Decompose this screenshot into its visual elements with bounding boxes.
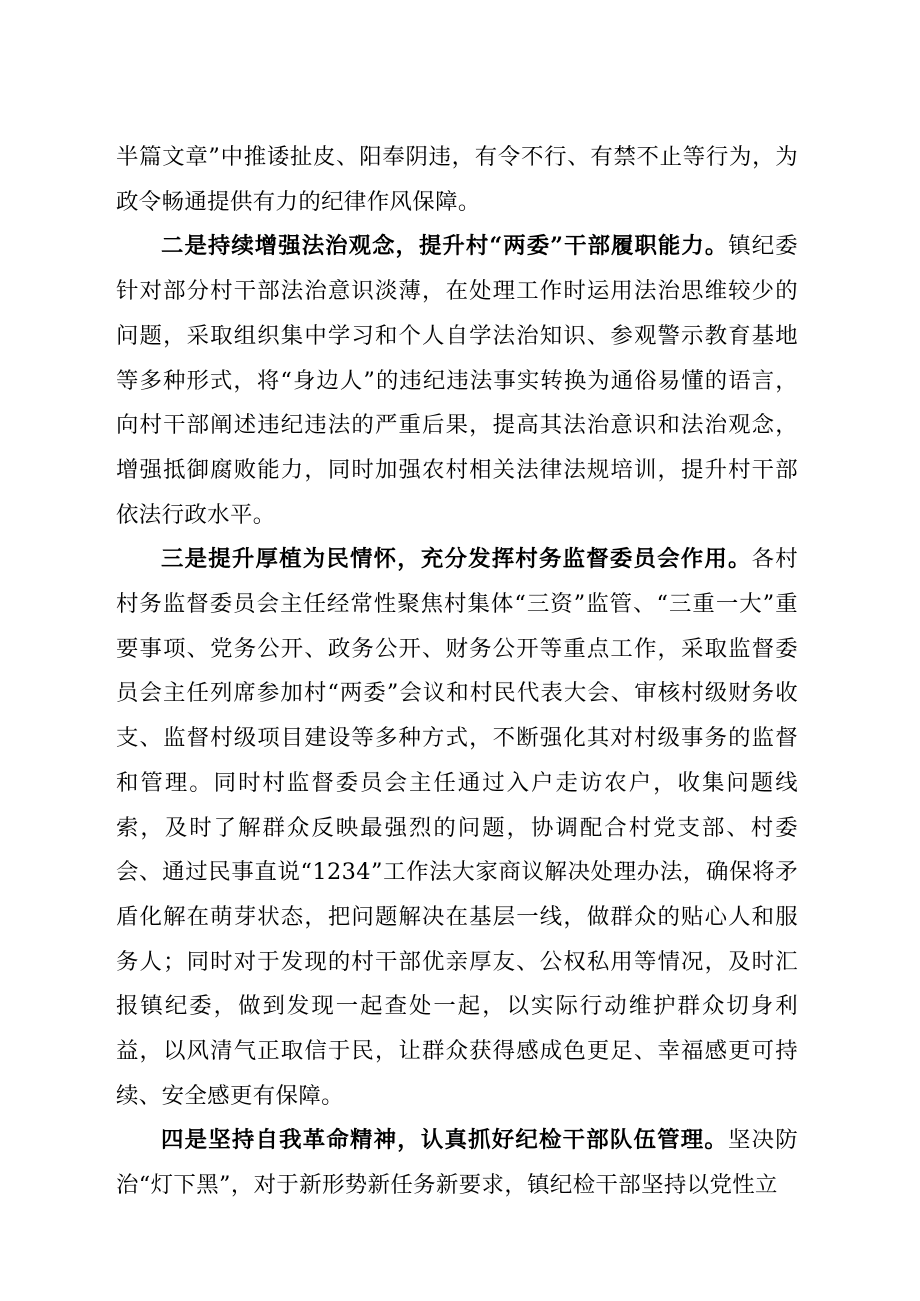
paragraph-text: 各村村务监督委员会主任经常性聚焦村集体“三资”监管、“三重一大”重要事项、党务公开、政务公开、财务公开等重点工作，采取监督委员会主任列席参加村“两委”会议和村民代表大会、审核村级财务收支、监督村级项目建设等多种方式，不断强化其对村级事务的监督和管理。同时村监督委员会主任通过入户走访农户，收集问题线索，及时了解群众反映最强烈的问题，协调配合村党支部、村委会、通过民事直说“1234”工作法大家商议解决处理办法，确保将矛盾化解在萌芽状态，把问题解决在基层一线，做群众的贴心人和服务人；同时对于发现的村干部优亲厚友、公权私用等情况，及时汇报镇纪委，做到发现一起查处一起，以实际行动维护群众切身利益，以风清气正取信于民，让群众获得感成色更足、幸福感更可持续、安全感更有保障。 — [116, 546, 798, 1109]
paragraph-continuation — [116, 135, 798, 224]
paragraph-text: 坚决防治“灯下黑”，对于新形势新任务新要求，镇纪检干部坚持以党性立 — [116, 1127, 798, 1199]
paragraph-heading: 三是提升厚植为民情怀，充分发挥村务监督委员会作用。 — [161, 546, 752, 573]
paragraph-text: 镇纪委针对部分村干部法治意识淡薄，在处理工作时运用法治思维较少的问题，采取组织集中学习和个人自学法治知识、参观警示教育基地等多种形式，将“身边人”的违纪违法事实转换为通俗易懂的语言，向村干部阐述违纪违法的严重后果，提高其法治意识和法治观念，增强抵御腐败能力，同时加强农村相关法律法规培训，提升村干部依法行政水平。 — [116, 233, 798, 528]
paragraph-heading: 二是持续增强法治观念，提升村“两委”干部履职能力。 — [161, 233, 729, 260]
paragraph-point-2 — [116, 224, 798, 537]
paragraph-heading: 四是坚持自我革命精神，认真抓好纪检干部队伍管理。 — [161, 1127, 728, 1154]
paragraph-point-3 — [116, 537, 798, 1118]
body-text — [116, 135, 798, 1208]
paragraph-text: 半篇文章”中推诿扯皮、阳奉阴违，有令不行、有禁不止等行为，为政令畅通提供有力的纪律作风保障。 — [116, 144, 798, 215]
paragraph-point-4 — [116, 1118, 798, 1207]
